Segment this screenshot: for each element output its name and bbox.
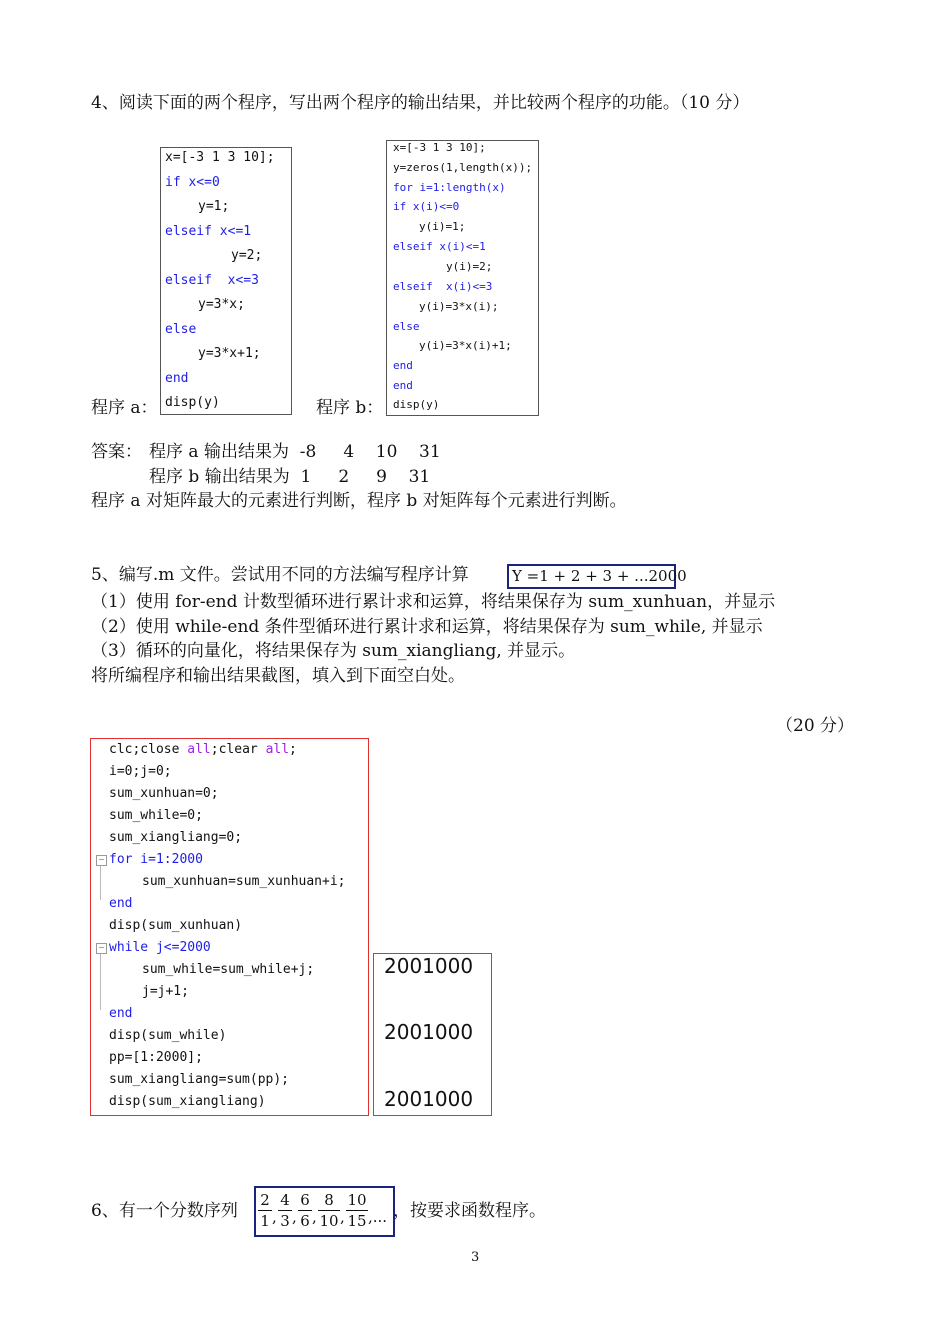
comma: , — [272, 1208, 277, 1226]
code-line: y(i)=3*x(i); — [419, 300, 499, 313]
answer-program-a: 程序 a 输出结果为 -8 4 10 31 — [149, 442, 441, 462]
code-line: x=[-3 1 3 10]; — [393, 141, 486, 154]
fraction: 2 1 — [258, 1192, 272, 1229]
code-line: j=j+1; — [142, 984, 189, 999]
code-line: if x<=0 — [165, 175, 220, 190]
ellipsis: ,... — [368, 1208, 388, 1226]
fraction: 6 6 — [298, 1192, 312, 1229]
code-line: sum_xunhuan=sum_xunhuan+i; — [142, 874, 346, 889]
formula-text: Y =1 + 2 + 3 + ...2000 — [512, 567, 687, 585]
page-number: 3 — [471, 1250, 480, 1265]
code-line: elseif x(i)<=1 — [393, 240, 486, 253]
fraction: 10 15 — [347, 1191, 367, 1230]
q5-item-2: （2）使用 while-end 条件型循环进行累计求和运算，将结果保存为 sum_while, 并显示 — [91, 617, 763, 637]
code-line: for i=1:2000 — [109, 852, 203, 867]
fold-toggle-icon[interactable]: − — [96, 855, 107, 866]
code-line: disp(sum_while) — [109, 1028, 227, 1043]
q6-title: 6、有一个分数序列 — [91, 1201, 238, 1221]
code-line: elseif x(i)<=3 — [393, 280, 493, 293]
code-line: pp=[1:2000]; — [109, 1050, 203, 1065]
code-line: sum_xunhuan=0; — [109, 786, 219, 801]
comma: , — [340, 1208, 345, 1226]
q6-tail: ，按要求函数程序。 — [393, 1201, 546, 1221]
q4-title: 4、阅读下面的两个程序，写出两个程序的输出结果，并比较两个程序的功能。（10 分） — [91, 93, 750, 113]
label-program-a: 程序 a： — [91, 398, 158, 418]
fraction: 4 3 — [278, 1192, 292, 1229]
output-value: 2001000 — [384, 1087, 474, 1111]
code-line: else — [393, 320, 420, 333]
code-line: end — [109, 1006, 133, 1021]
code-line: disp(sum_xunhuan) — [109, 918, 243, 933]
fold-guide — [100, 866, 101, 900]
fraction: 8 10 — [319, 1191, 339, 1230]
code-line: y(i)=2; — [446, 260, 493, 273]
code-line: for i=1:length(x) — [393, 181, 506, 194]
q5-item-1: （1）使用 for-end 计数型循环进行累计求和运算，将结果保存为 sum_xunhuan，并显示 — [91, 592, 776, 612]
code-line: y(i)=1; — [419, 220, 466, 233]
code-line: y(i)=3*x(i)+1; — [419, 339, 512, 352]
code-line: elseif x<=1 — [165, 224, 252, 239]
code-line: disp(y) — [165, 395, 220, 410]
fold-guide — [100, 954, 101, 1010]
program-a-code — [160, 147, 292, 415]
code-line: x=[-3 1 3 10]; — [165, 150, 275, 165]
output-value: 2001000 — [384, 954, 474, 978]
code-line: end — [393, 379, 413, 392]
program-b-code — [386, 140, 539, 416]
code-line: y=3*x; — [198, 297, 245, 312]
code-line: end — [393, 359, 413, 372]
code-line: y=1; — [198, 199, 230, 214]
answer-comparison: 程序 a 对矩阵最大的元素进行判断，程序 b 对矩阵每个元素进行判断。 — [91, 491, 627, 511]
q5-item-3: （3）循环的向量化，将结果保存为 sum_xiangliang, 并显示。 — [91, 641, 576, 661]
fold-toggle-icon[interactable]: − — [96, 943, 107, 954]
code-line: y=zeros(1,length(x)); — [393, 161, 533, 174]
q5-code-block — [90, 738, 369, 1116]
code-line: else — [165, 322, 197, 337]
code-line: y=2; — [231, 248, 263, 263]
answer-prefix: 答案： — [91, 442, 142, 462]
code-line: i=0;j=0; — [109, 764, 172, 779]
code-line: elseif x<=3 — [165, 273, 259, 288]
output-value: 2001000 — [384, 1020, 474, 1044]
formula-box — [507, 564, 687, 589]
label-program-b: 程序 b： — [316, 398, 384, 418]
comma: , — [312, 1208, 317, 1226]
code-line: sum_xiangliang=sum(pp); — [109, 1072, 290, 1087]
q5-item-4: 将所编程序和输出结果截图，填入到下面空白处。 — [91, 666, 465, 686]
fraction-sequence-box — [254, 1186, 395, 1237]
code-line: sum_while=sum_while+j; — [142, 962, 315, 977]
code-line: disp(y) — [393, 398, 440, 411]
q5-output-block — [373, 953, 492, 1116]
code-line: while j<=2000 — [109, 940, 211, 955]
answer-program-b: 程序 b 输出结果为 1 2 9 31 — [149, 467, 431, 487]
code-line: clc;close all;clear all; — [109, 742, 297, 757]
comma: , — [292, 1208, 297, 1226]
q5-score: （20 分） — [776, 716, 855, 736]
code-line: if x(i)<=0 — [393, 200, 460, 213]
code-line: sum_while=0; — [109, 808, 203, 823]
code-line: sum_xiangliang=0; — [109, 830, 243, 845]
code-line: y=3*x+1; — [198, 346, 261, 361]
code-line: end — [165, 371, 189, 386]
code-line: end — [109, 896, 133, 911]
code-line: disp(sum_xiangliang) — [109, 1094, 266, 1109]
q5-title: 5、编写.m 文件。尝试用不同的方法编写程序计算 — [91, 565, 469, 585]
